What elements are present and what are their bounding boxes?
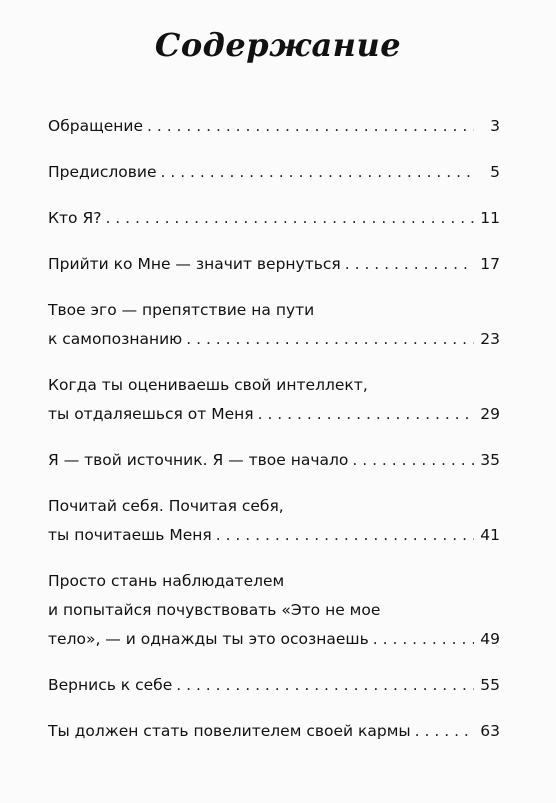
- toc-entry[interactable]: [48, 112, 500, 141]
- toc-entry[interactable]: [48, 371, 500, 429]
- toc-page-number: 41: [480, 526, 500, 544]
- toc-entry-title-line: тело», — и однажды ты это осознаешь: [48, 630, 369, 648]
- toc-entry[interactable]: [48, 567, 500, 654]
- dot-leader: [216, 521, 474, 550]
- page-title: Содержание: [154, 26, 402, 64]
- toc-entry-title-line: ты отдаляешься от Меня: [48, 405, 254, 423]
- toc-page-number: 5: [490, 163, 500, 181]
- dot-leader: [415, 717, 474, 746]
- toc-page-number: 29: [480, 405, 500, 423]
- toc-page-number: 17: [480, 255, 500, 273]
- toc-entry-title-line: Просто стань наблюдателем: [48, 572, 285, 590]
- toc-entry-title: Прийти ко Мне — значит вернуться: [48, 255, 341, 273]
- toc-entry[interactable]: [48, 492, 500, 550]
- dot-leader: [105, 204, 474, 233]
- toc-entry-title-line: ты почитаешь Меня: [48, 526, 212, 544]
- toc-entry-title-line: Когда ты оцениваешь свой интеллект,: [48, 376, 368, 394]
- toc-page-number: 11: [480, 209, 500, 227]
- toc-page-number: 49: [480, 630, 500, 648]
- toc-entry[interactable]: [48, 446, 500, 475]
- toc-entry-title-line: к самопознанию: [48, 330, 183, 348]
- toc-entry[interactable]: [48, 671, 500, 700]
- toc-page-number: 23: [480, 330, 500, 348]
- toc-entry[interactable]: [48, 158, 500, 187]
- toc-page-number: 3: [490, 117, 500, 135]
- dot-leader: [258, 400, 474, 429]
- toc-page-number: 35: [480, 451, 500, 469]
- toc-entry-title-line: Твое эго — препятствие на пути: [48, 301, 315, 319]
- toc-entry-title-line: Почитай себя. Почитая себя,: [48, 497, 284, 515]
- toc-entry-title-line: и попытайся почувствовать «Это не мое: [48, 601, 381, 619]
- toc-entry-title: Я — твой источник. Я — твое начало: [48, 451, 349, 469]
- toc-page-number: 63: [480, 722, 500, 740]
- toc-entry-title: Вернись к себе: [48, 676, 173, 694]
- toc-entry[interactable]: [48, 717, 500, 746]
- dot-leader: [373, 625, 474, 654]
- dot-leader: [345, 250, 474, 279]
- table-of-contents: [48, 112, 500, 763]
- toc-page-number: 55: [480, 676, 500, 694]
- toc-entry-title: Предисловие: [48, 163, 157, 181]
- dot-leader: [176, 671, 474, 700]
- toc-entry-title: Кто Я?: [48, 209, 102, 227]
- dot-leader: [352, 446, 474, 475]
- toc-entry[interactable]: [48, 204, 500, 233]
- toc-entry[interactable]: [48, 296, 500, 354]
- toc-entry-title: Ты должен стать повелителем своей кармы: [48, 722, 411, 740]
- dot-leader: [147, 112, 474, 141]
- dot-leader: [186, 325, 474, 354]
- toc-entry[interactable]: [48, 250, 500, 279]
- dot-leader: [160, 158, 474, 187]
- toc-entry-title: Обращение: [48, 117, 143, 135]
